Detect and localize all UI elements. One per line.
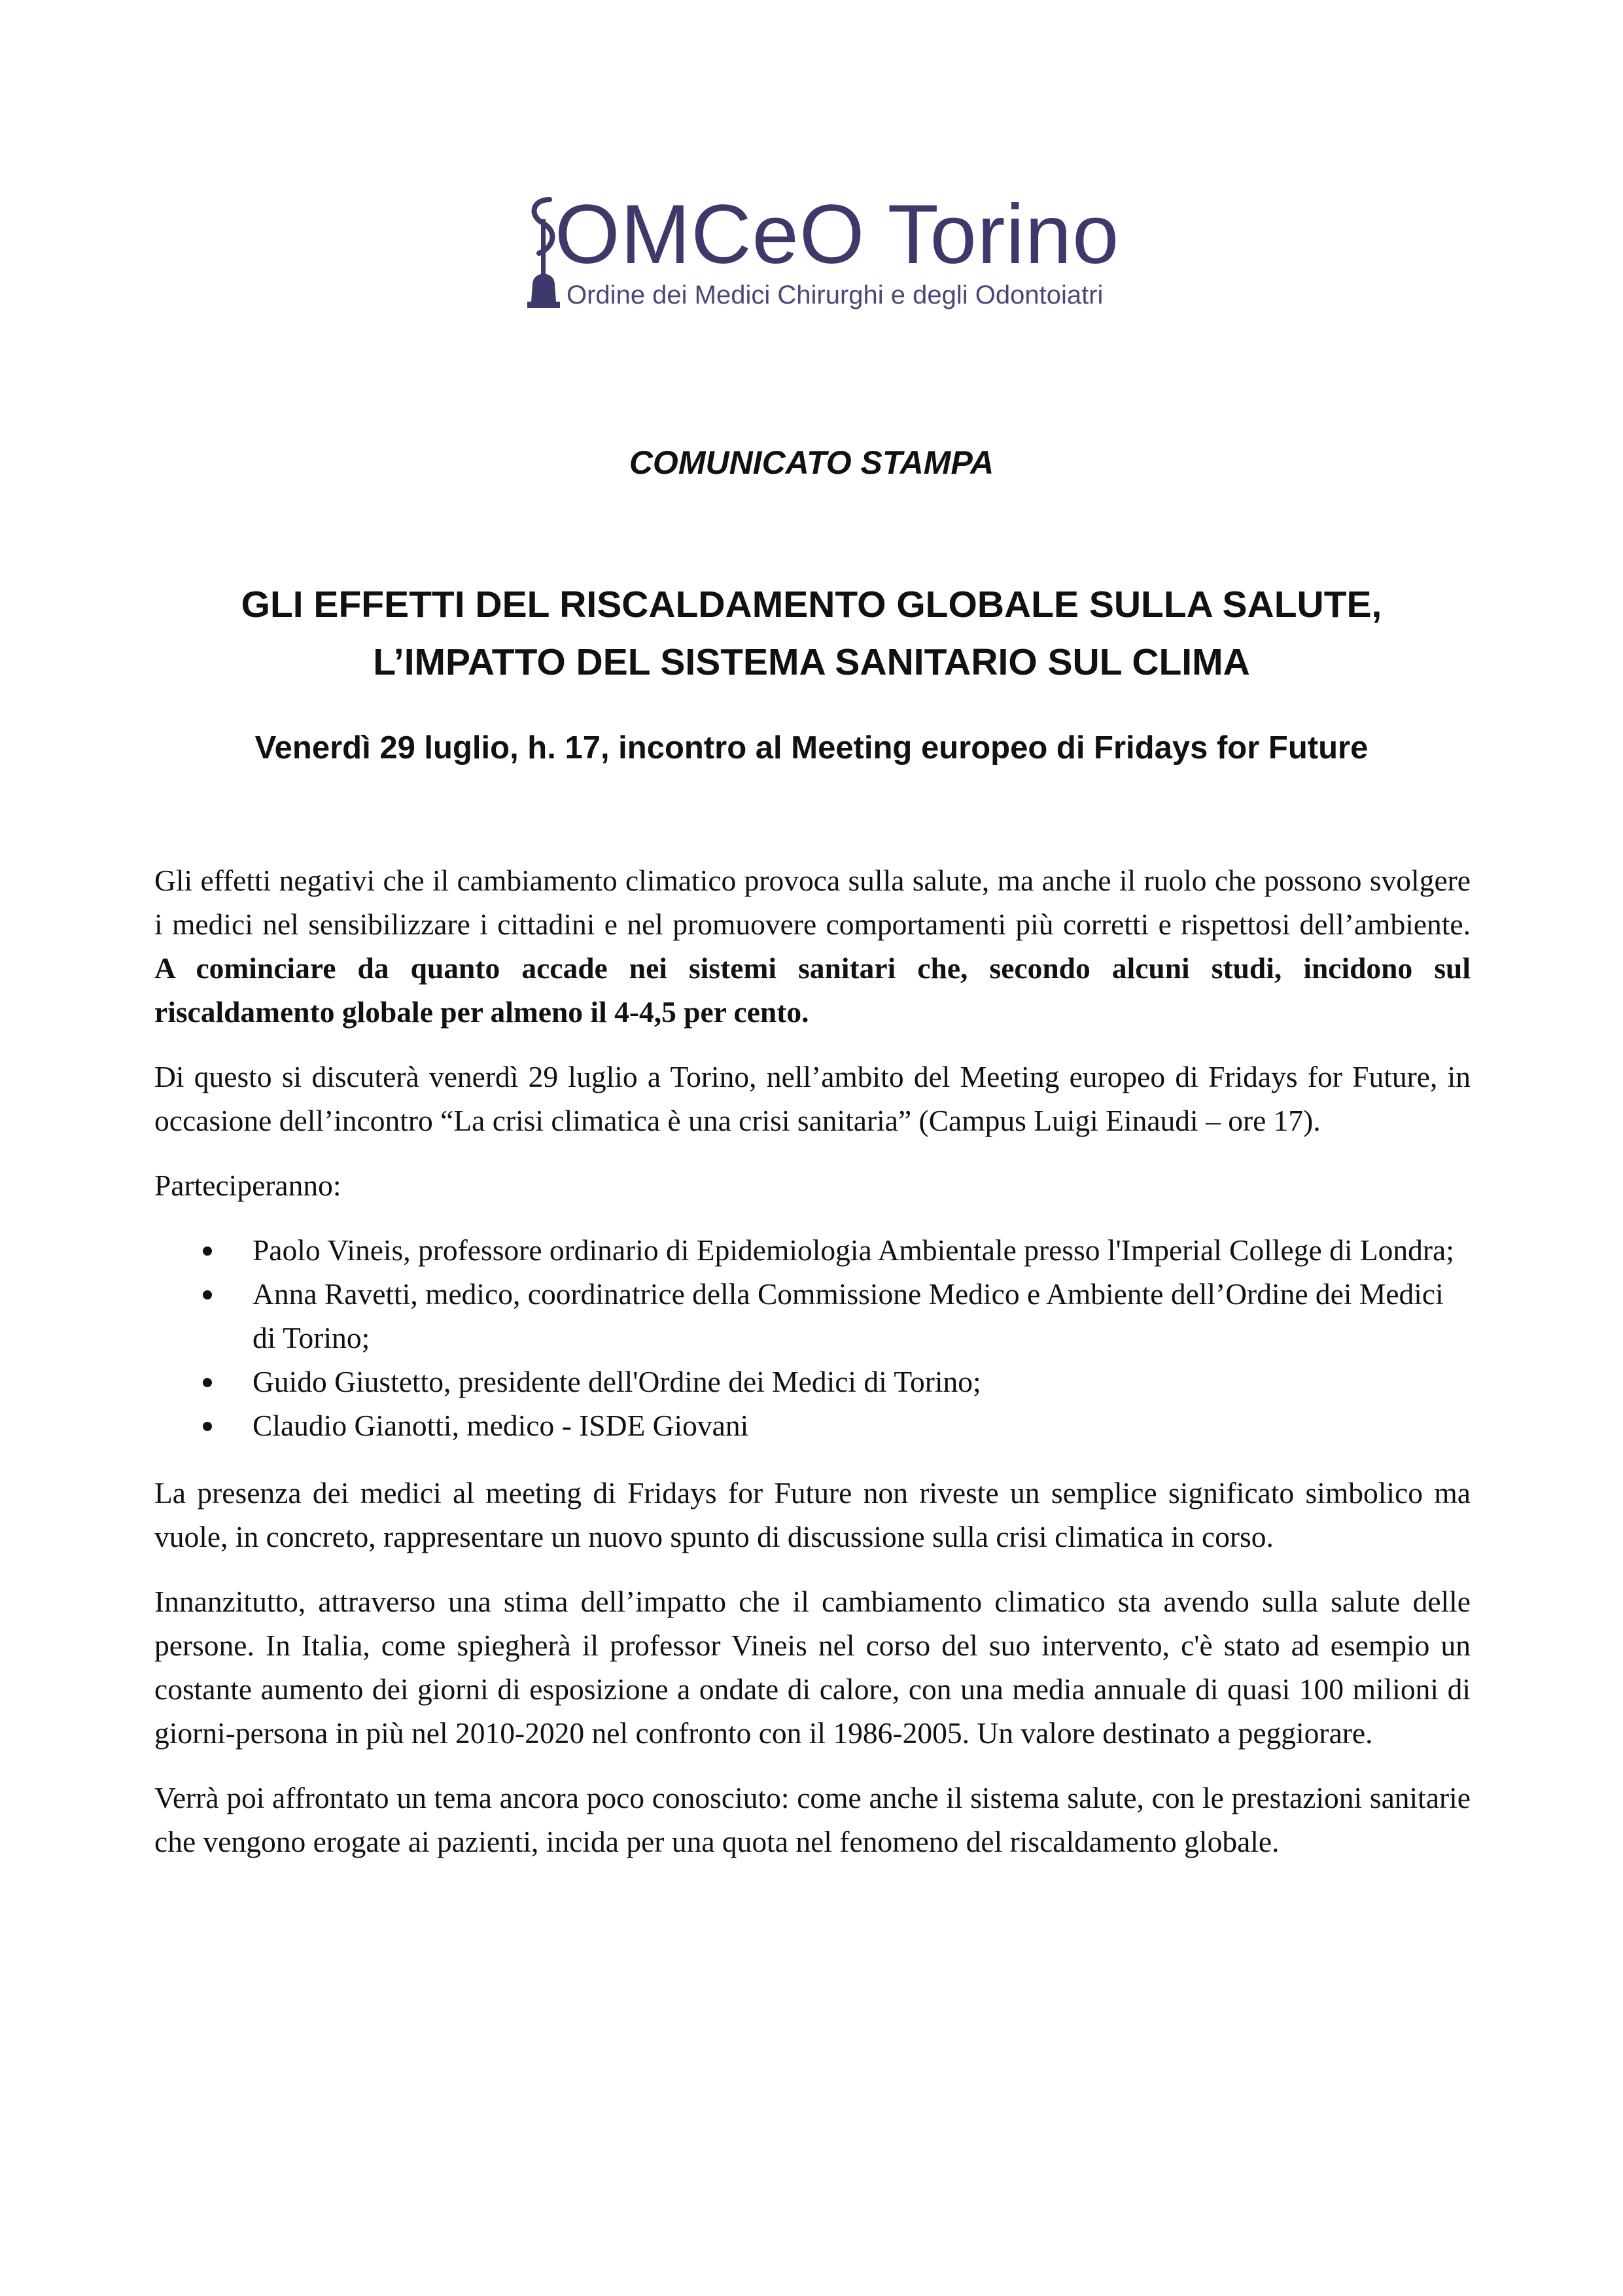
- paragraph-presence: La presenza dei medici al meeting di Fridays for Future non riveste un semplice significato simbolico ma vuole, in concreto, rappresentare un nuovo spunto di discussione sulla crisi climatica in corso.: [154, 1476, 1471, 1553]
- paragraph-intro: [154, 858, 1471, 1034]
- document-title-line-2: L’IMPATTO DEL SISTEMA SANITARIO SUL CLIMA: [373, 641, 1250, 683]
- list-item: Anna Ravetti, medico, coordinatrice della Commissione Medico e Ambiente dell’Ordine dei Medici di Torino;: [253, 1272, 1471, 1360]
- document-subtitle: Venerdì 29 luglio, h. 17, incontro al Meeting europeo di Fridays for Future: [254, 730, 1369, 766]
- list-item: Guido Giustetto, presidente dell'Ordine dei Medici di Torino;: [253, 1360, 1471, 1404]
- paragraph-impact: Innanzitutto, attraverso una stima dell’impatto che il cambiamento climatico sta avendo sulla salute delle persone. In Italia, come spiegherà il professor Vineis nel corso del suo intervento, c'è stato ad esempio un costante aumento dei giorni di esposizione a ondate di calore, con una media annuale di quasi 100 milioni di giorni-persona in più nel 2010-2020 nel confronto con il 1986-2005. Un valore destinato a peggiorare.: [154, 1585, 1471, 1750]
- paragraph-health-system: Verrà poi affrontato un tema ancora poco conosciuto: come anche il sistema salute, con le prestazioni sanitarie che vengono erogate ai pazienti, incida per una quota nel fenomeno del riscaldamento globale.: [154, 1781, 1471, 1858]
- participants-list: [154, 1228, 1471, 1447]
- logo-name: OMCeO Torino: [555, 188, 1120, 281]
- document-title-line-1: GLI EFFETTI DEL RISCALDAMENTO GLOBALE SULLA SALUTE,: [241, 584, 1382, 626]
- document-body: [154, 858, 1471, 1884]
- paragraph-intro-bold: A cominciare da quanto accade nei sistemi sanitari che, secondo alcuni studi, incidono sul riscaldamento globale per almeno il 4-4,5 per cento.: [154, 951, 1471, 1029]
- list-item: Claudio Gianotti, medico - ISDE Giovani: [253, 1404, 1471, 1447]
- document-title: [0, 576, 1623, 691]
- participants-heading: Parteciperanno:: [154, 1169, 341, 1202]
- document-label: COMUNICATO STAMPA: [629, 444, 994, 481]
- omceo-logo: [523, 188, 1120, 317]
- list-item: Paolo Vineis, professore ordinario di Epidemiologia Ambientale presso l'Imperial College di Londra;: [253, 1228, 1471, 1272]
- paragraph-intro-text: Gli effetti negativi che il cambiamento climatico provoca sulla salute, ma anche il ruolo che possono svolgere i medici nel sensibilizzare i cittadini e nel promuovere comportamenti più corretti e rispettosi dell’ambiente.: [154, 864, 1471, 941]
- paragraph-event: Di questo si discuterà venerdì 29 luglio a Torino, nell’ambito del Meeting europeo di Fridays for Future, in occasione dell’incontro “La crisi climatica è una crisi sanitaria” (Campus Luigi Einaudi – ore 17).: [154, 1060, 1471, 1137]
- logo-subtitle: Ordine dei Medici Chirurghi e degli Odontoiatri: [567, 281, 1104, 309]
